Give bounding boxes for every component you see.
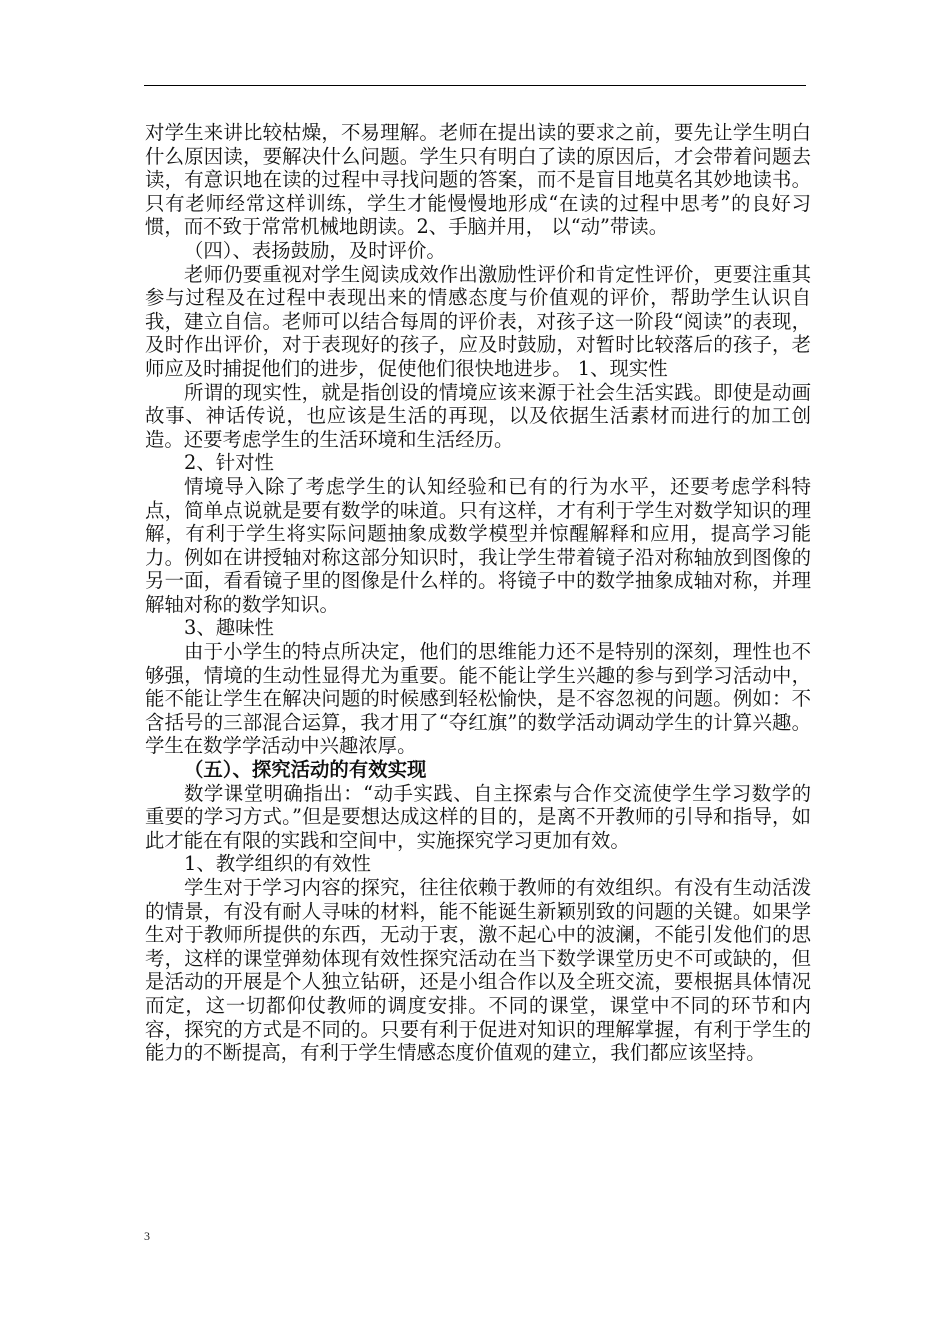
subheading-organization: 1、教学组织的有效性 [184,852,371,876]
section-heading-praise: （四）、表扬鼓励，及时评价。 [184,238,446,262]
page-body [145,121,811,1065]
header-rule [144,85,806,86]
paragraph-reality: 所谓的现实性，就是指创设的情境应该来源于社会生活实践。即使是动画故事、神话传说，也应该是生活的再现，以及依据生活素材而进行的加工创造。还要考虑学生的生活环境和生活经历。 [145,380,811,451]
page-number: 3 [144,1229,150,1243]
paragraph-interest: 由于小学生的特点所决定，他们的思维能力还不是特别的深刻，理性也不够强，情境的生动性显得尤为重要。能不能让学生兴趣的参与到学习活动中，能不能让学生在解决问题的时候感到轻松愉快，是不容忽视的问题。例如：不含括号的三部混合运算，我才用了“夺红旗”的数学活动调动学生的计算兴趣。学生在数学学活动中兴趣浓厚。 [145,640,811,758]
paragraph-pertinence: 情境导入除了考虑学生的认知经验和已有的行为水平，还要考虑学科特点，简单点说就是要有数学的味道。只有这样，才有利于学生对数学知识的理解，有利于学生将实际问题抽象成数学模型并惊醒解释和应用，提高学习能力。例如在讲授轴对称这部分知识时，我让学生带着镜子沿对称轴放到图像的另一面，看看镜子里的图像是什么样的。将镜子中的数学抽象成轴对称，并理解轴对称的数学知识。 [145,474,811,616]
paragraph-reading-continued: 对学生来讲比较枯燥，不易理解。老师在提出读的要求之前，要先让学生明白什么原因读，要解决什么问题。学生只有明白了读的原因后，才会带着问题去读，有意识地在读的过程中寻找问题的答案，而不是盲目地莫名其妙地读书。只有老师经常这样训练，学生才能慢慢地形成“在读的过程中思考”的良好习惯，而不致于常常机械地朗读。2、手脑并用， 以“动”带读。 [145,121,811,239]
paragraph-evaluation: 老师仍要重视对学生阅读成效作出激励性评价和肯定性评价，更要注重其参与过程及在过程中表现出来的情感态度与价值观的评价，帮助学生认识自我，建立自信。老师可以结合每周的评价表，对孩子这一阶段“阅读”的表现，及时作出评价，对于表现好的孩子，应及时鼓励，对暂时比较落后的孩子，老师应及时捕捉他们的进步，促使他们很快地进步。 1、现实性 [145,262,811,380]
subheading-pertinence: 2、针对性 [184,451,274,475]
section-heading-inquiry: （五）、探究活动的有效实现 [184,758,427,782]
paragraph-organization: 学生对于学习内容的探究，往往依赖于教师的有效组织。有没有生动活泼的情景，有没有耐人寻味的材料，能不能诞生新颖别致的问题的关键。如果学生对于教师所提供的东西，无动于衷，激不起心中的波澜，不能引发他们的思考，这样的课堂弹劾体现有效性探究活动在当下数学课堂历史不可或缺的，但是活动的开展是个人独立钻研，还是小组合作以及全班交流，要根据具体情况而定，这一切都仰仗教师的调度安排。不同的课堂，课堂中不同的环节和内容，探究的方式是不同的。只要有利于促进对知识的理解掌握，有利于学生的能力的不断提高，有利于学生情感态度价值观的建立，我们都应该坚持。 [145,876,811,1065]
subheading-interest: 3、趣味性 [184,616,274,640]
paragraph-inquiry: 数学课堂明确指出：“动手实践、自主探索与合作交流使学生学习数学的重要的学习方式。”但是要想达成这样的目的，是离不开教师的引导和指导，如此才能在有限的实践和空间中，实施探究学习更加有效。 [145,781,811,852]
